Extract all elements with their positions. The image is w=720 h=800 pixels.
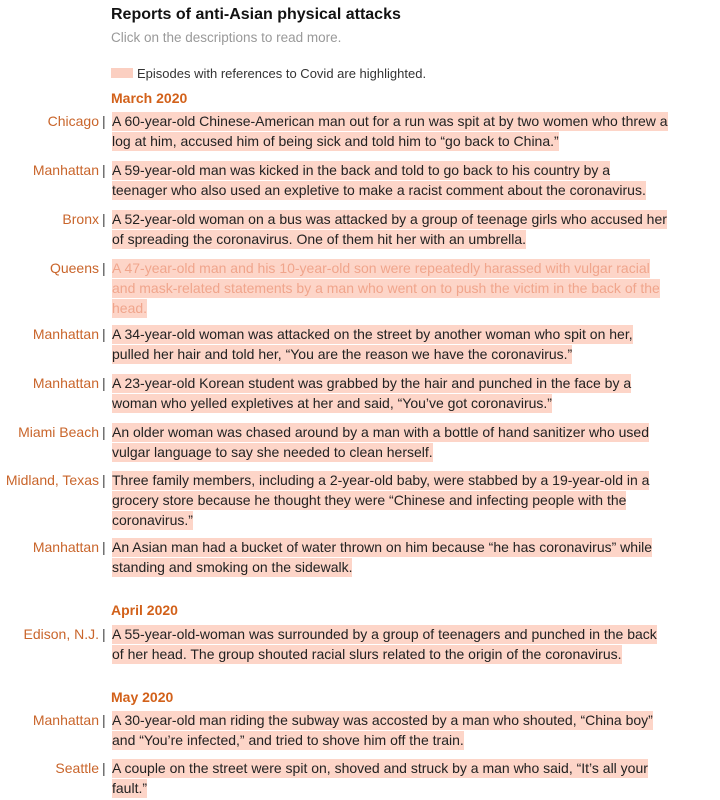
page-subtitle: Click on the descriptions to read more. bbox=[111, 30, 342, 45]
entry-separator: | bbox=[102, 260, 106, 276]
entry-location: Seattle bbox=[55, 760, 99, 776]
entry-description[interactable]: A 52-year-old woman on a bus was attacked by a group of teenage girls who accused her of spreading the coronavirus. One of them hit her with an umbrella. bbox=[112, 211, 667, 247]
entry-location: Manhattan bbox=[32, 326, 99, 342]
entry-location: Manhattan bbox=[32, 539, 99, 555]
entry-separator: | bbox=[102, 211, 106, 227]
entry-description[interactable]: A couple on the street were spit on, shoved and struck by a man who said, “It’s all your fault.” bbox=[112, 760, 648, 796]
entry-description[interactable]: A 30-year-old man riding the subway was accosted by a man who shouted, “China boy” and “You’re infected,” and tried to shove him off the train. bbox=[112, 712, 653, 748]
entry-description[interactable]: An older woman was chased around by a man with a bottle of hand sanitizer who used vulgar language to say she needed to clean herself. bbox=[112, 424, 649, 460]
month-heading-april: April 2020 bbox=[111, 602, 178, 618]
entry-location: Manhattan bbox=[32, 162, 99, 178]
entry-separator: | bbox=[102, 375, 106, 391]
entry-description[interactable]: A 55-year-old-woman was surrounded by a group of teenagers and punched in the back of her head. The group shouted racial slurs related to the origin of the coronavirus. bbox=[112, 626, 657, 662]
entry-location: Edison, N.J. bbox=[23, 626, 99, 642]
entry-description[interactable]: A 60-year-old Chinese-American man out for a run was spit at by two women who threw a log at him, accused him of being sick and told him to “go back to China.” bbox=[112, 113, 668, 149]
entry-description[interactable]: Three family members, including a 2-year-old baby, were stabbed by a 19-year-old in a grocery store because he thought they were “Chinese and infecting people with the coronavirus.” bbox=[112, 472, 650, 528]
entry-location: Bronx bbox=[62, 211, 99, 227]
entry-separator: | bbox=[102, 760, 106, 776]
entry-separator: | bbox=[102, 162, 106, 178]
entry-separator: | bbox=[102, 626, 106, 642]
entry-separator: | bbox=[102, 472, 106, 488]
highlight-swatch bbox=[111, 68, 133, 78]
entry-separator: | bbox=[102, 424, 106, 440]
page-title: Reports of anti-Asian physical attacks bbox=[111, 6, 401, 23]
entry-separator: | bbox=[102, 113, 106, 129]
entry-description[interactable]: A 59-year-old man was kicked in the back and told to go back to his country by a teenager who also used an expletive to make a racist comment about the coronavirus. bbox=[112, 162, 646, 198]
entry-separator: | bbox=[102, 539, 106, 555]
legend-label: Episodes with references to Covid are highlighted. bbox=[137, 65, 427, 81]
month-heading-may: May 2020 bbox=[111, 689, 174, 705]
entry-description[interactable]: A 23-year-old Korean student was grabbed by the hair and punched in the face by a woman who yelled expletives at her and said, “You’ve got coronavirus.” bbox=[112, 375, 632, 411]
entry-location: Manhattan bbox=[32, 375, 99, 391]
month-heading-march: March 2020 bbox=[111, 90, 188, 106]
entry-location: Queens bbox=[49, 260, 99, 276]
entry-location: Chicago bbox=[47, 113, 99, 129]
legend bbox=[111, 64, 426, 82]
entry-location: Manhattan bbox=[32, 712, 99, 728]
entry-description[interactable]: A 47-year-old man and his 10-year-old son were repeatedly harassed with vulgar racial and mask-related statements by a man who went on to push the victim in the back of the head. bbox=[112, 260, 660, 316]
entry-description[interactable]: A 34-year-old woman was attacked on the street by another woman who spit on her, pulled her hair and told her, “You are the reason we have the coronavirus.” bbox=[112, 326, 633, 362]
entry-location: Miami Beach bbox=[18, 424, 99, 440]
entry-location: Midland, Texas bbox=[5, 472, 99, 488]
entry-separator: | bbox=[102, 712, 106, 728]
entry-description[interactable]: An Asian man had a bucket of water thrown on him because “he has coronavirus” while standing and smoking on the sidewalk. bbox=[112, 539, 653, 575]
entry-separator: | bbox=[102, 326, 106, 342]
